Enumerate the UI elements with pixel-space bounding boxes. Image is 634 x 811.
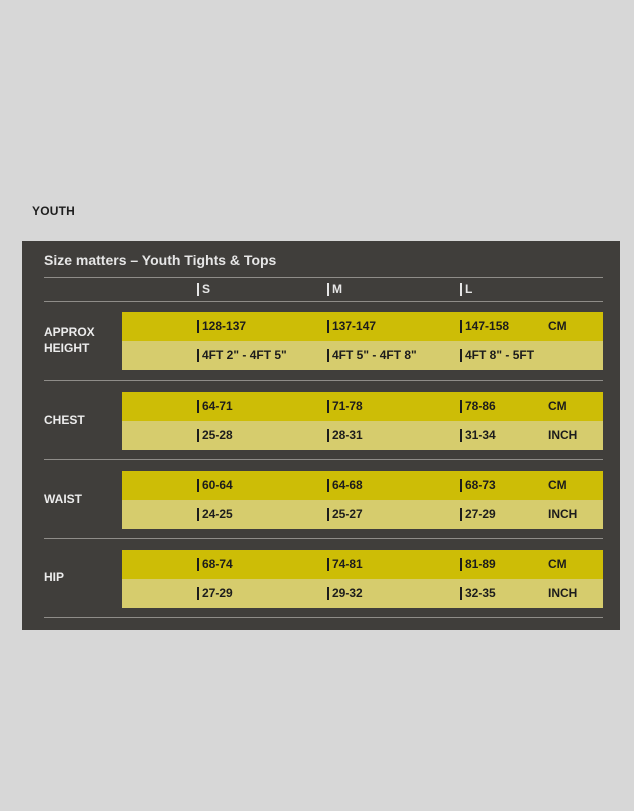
chest-cm-band <box>122 392 603 421</box>
unit-label: CM <box>548 399 567 413</box>
unit-label: INCH <box>548 428 578 442</box>
cell-m: 64-68 <box>327 479 363 492</box>
cell-s: 64-71 <box>197 400 233 413</box>
row-label-hip: HIP <box>44 570 65 584</box>
hip-inch-band <box>122 579 603 608</box>
divider <box>44 459 603 460</box>
cell-s: 27-29 <box>197 587 233 600</box>
cell-l: 78-86 <box>460 400 496 413</box>
cell-m: 29-32 <box>327 587 363 600</box>
unit-label: CM <box>548 557 567 571</box>
unit-label: INCH <box>548 586 578 600</box>
cell-l: 147-158 <box>460 320 509 333</box>
cell-l: 32-35 <box>460 587 496 600</box>
column-header-s: S <box>197 283 210 296</box>
cell-l: 68-73 <box>460 479 496 492</box>
waist-cm-band <box>122 471 603 500</box>
cell-s: 24-25 <box>197 508 233 521</box>
unit-label: CM <box>548 319 567 333</box>
row-label-approx-height: APPROX HEIGHT <box>44 325 95 355</box>
hip-cm-band <box>122 550 603 579</box>
cell-s: 60-64 <box>197 479 233 492</box>
unit-label: INCH <box>548 507 578 521</box>
cell-m: 137-147 <box>327 320 376 333</box>
cell-m: 74-81 <box>327 558 363 571</box>
cell-l: 27-29 <box>460 508 496 521</box>
size-chart-card <box>22 241 620 630</box>
waist-inch-band <box>122 500 603 529</box>
section-label: YOUTH <box>32 204 75 218</box>
divider <box>44 301 603 302</box>
cell-l: 81-89 <box>460 558 496 571</box>
divider <box>44 617 603 618</box>
row-label-chest: CHEST <box>44 413 85 427</box>
cell-m: 25-27 <box>327 508 363 521</box>
card-title: Size matters – Youth Tights & Tops <box>44 252 277 268</box>
cell-m: 4FT 5" - 4FT 8" <box>327 349 417 362</box>
cell-l: 31-34 <box>460 429 496 442</box>
cell-l: 4FT 8" - 5FT <box>460 349 534 362</box>
cell-s: 25-28 <box>197 429 233 442</box>
row-label-waist: WAIST <box>44 492 82 506</box>
height-cm-band <box>122 312 603 341</box>
chest-inch-band <box>122 421 603 450</box>
divider <box>44 277 603 278</box>
cell-m: 71-78 <box>327 400 363 413</box>
cell-s: 128-137 <box>197 320 246 333</box>
cell-m: 28-31 <box>327 429 363 442</box>
column-header-l: L <box>460 283 472 296</box>
unit-label: CM <box>548 478 567 492</box>
height-ft-band <box>122 341 603 370</box>
column-header-m: M <box>327 283 342 296</box>
cell-s: 4FT 2" - 4FT 5" <box>197 349 287 362</box>
cell-s: 68-74 <box>197 558 233 571</box>
divider <box>44 380 603 381</box>
divider <box>44 538 603 539</box>
